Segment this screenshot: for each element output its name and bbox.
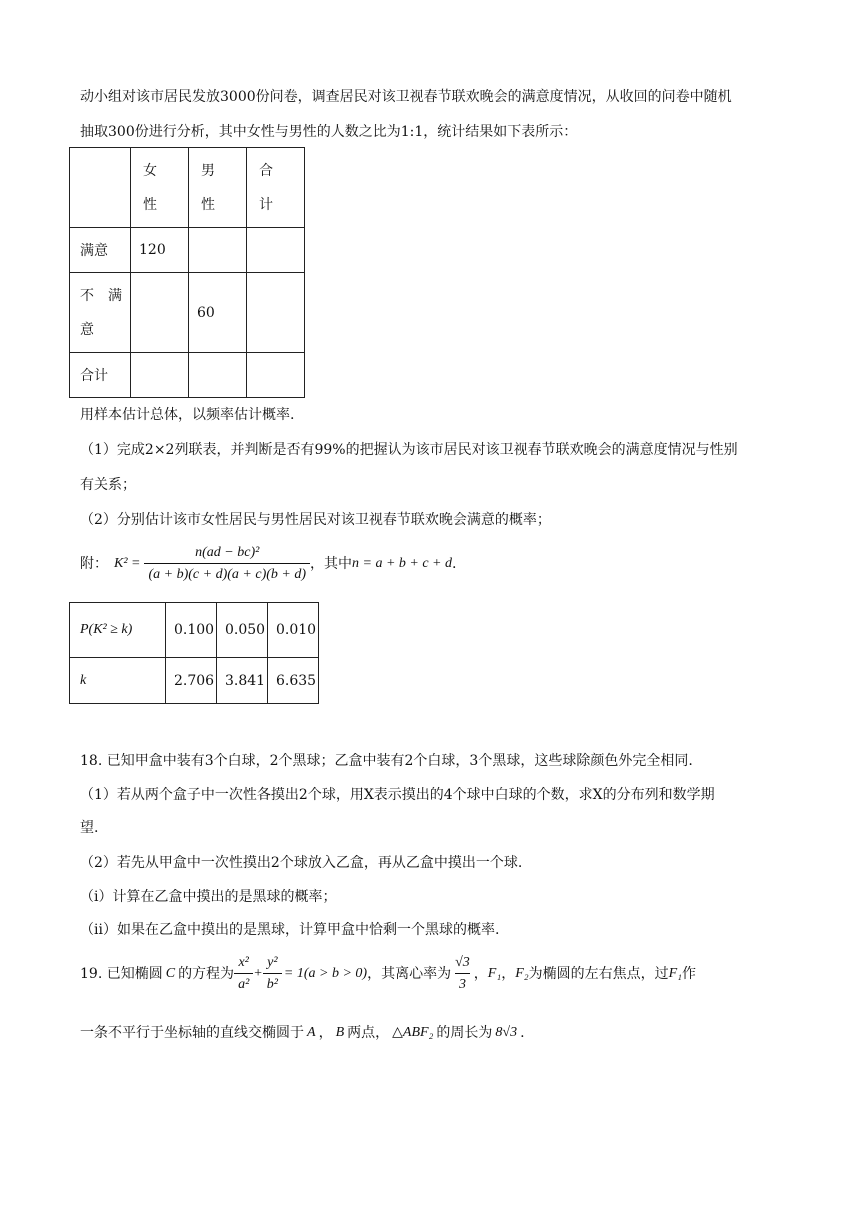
survey-header-total [247, 148, 305, 228]
formula-denominator: (a + b)(c + d)(a + c)(b + d) [144, 563, 310, 586]
row-label: 满意 [70, 228, 131, 273]
q18-part1-line1: （1）若从两个盒子中一次性各摸出2个球，用X表示摸出的4个球中白球的个数，求X的分布列和数学期 [80, 787, 715, 803]
k-table-k-value: 6.635 [268, 658, 319, 704]
q18-part2-ii: （ⅱ）如果在乙盒中摸出的是黑球，计算甲盒中恰剩一个黑球的概率. [80, 922, 500, 938]
q17-part1-line1: （1）完成2×2列联表，并判断是否有99%的把握认为该市居民对该卫视春节联欢晚会的满意度情况与性别 [80, 442, 738, 458]
q18-part2: （2）若先从甲盒中一次性摸出2个球放入乙盒，再从乙盒中摸出一个球. [80, 855, 523, 871]
k-table-k-value: 3.841 [217, 658, 268, 704]
header-male-char1: 男 [201, 162, 215, 179]
q19-point-a: A [307, 1025, 316, 1040]
q19-frac-y [263, 953, 282, 996]
q19-eccentricity [451, 953, 474, 996]
q19-text-a: 19. 已知椭圆 [80, 966, 163, 982]
k-table-k-label: k [70, 658, 166, 704]
q19-x2: x² [238, 954, 249, 970]
after-table-text: 用样本估计总体，以频率估计概率. [80, 407, 295, 423]
q19-text-c: ，其离心率为 [367, 966, 452, 982]
row-label-line1: 不 满 [80, 287, 122, 304]
header-total-char2: 计 [259, 196, 273, 213]
formula-lhs: K² = [114, 556, 141, 571]
q19-line1 [80, 951, 696, 997]
survey-row-total [70, 353, 305, 398]
formula-end: . [452, 556, 457, 572]
formula-numerator: n(ad − bc)² [195, 544, 260, 560]
q19-text-e: 为椭圆的左右焦点，过 [528, 966, 669, 982]
header-male-char2: 性 [201, 196, 215, 213]
formula-prefix: 附： [80, 556, 108, 572]
q17-part2: （2）分别估计该市女性居民与男性居民对该卫视春节联欢晚会满意的概率； [80, 512, 551, 528]
q19-sep: ， [318, 1025, 333, 1041]
q17-part1-line2: 有关系； [80, 477, 136, 493]
q19-c-symbol: C [165, 966, 176, 981]
chi-square-formula [80, 541, 456, 587]
k-table-row-k [70, 658, 319, 704]
q19-line2-a: 一条不平行于坐标轴的直线交椭圆于 [80, 1025, 304, 1041]
q19-triangle: △ABF₂ [392, 1025, 434, 1040]
q19-line2-c: 的周长为 [436, 1025, 493, 1041]
q18-part2-i: （ⅰ）计算在乙盒中摸出的是黑球的概率； [80, 889, 337, 905]
q19-b2: b² [263, 973, 282, 996]
formula-fraction [144, 543, 310, 586]
q19-a2: a² [234, 973, 253, 996]
survey-row-unsatisfied [70, 273, 305, 353]
cell-male [189, 228, 247, 273]
formula-n-def: n = a + b + c + d [352, 556, 453, 571]
q19-f2: F₂ [515, 966, 529, 981]
q19-comma: ， [501, 966, 516, 982]
q19-perimeter: 8√3 [495, 1025, 518, 1040]
cell-male: 60 [189, 273, 247, 353]
q19-line2 [80, 1023, 525, 1043]
q19-line2-b: 两点， [347, 1025, 390, 1041]
q19-y2: y² [267, 954, 278, 970]
formula-suffix: ，其中 [310, 556, 352, 572]
survey-corner-cell [70, 148, 131, 228]
k-table-k-value: 2.706 [166, 658, 217, 704]
intro-line-1: 动小组对该市居民发放3000份问卷，调查居民对该卫视春节联欢晚会的满意度情况，从收回的问卷中随机 [80, 89, 732, 105]
q18-stem: 18. 已知甲盒中装有3个白球，2个黑球；乙盒中装有2个白球，3个黑球，这些球除颜色外完全相同. [80, 753, 693, 769]
k-table-prob-value: 0.100 [166, 603, 217, 658]
survey-header-row [70, 148, 305, 228]
q19-text-f: 作 [682, 966, 697, 982]
q19-sqrt3: √3 [455, 954, 470, 970]
q19-text-b: 的方程为 [178, 966, 235, 982]
q19-three: 3 [455, 973, 470, 996]
row-label: 合计 [70, 353, 131, 398]
q19-eq: = 1(a > b > 0) [283, 966, 368, 981]
survey-table [69, 147, 305, 398]
k-table-row-prob [70, 603, 319, 658]
k-table-prob-value: 0.010 [268, 603, 319, 658]
header-female-char1: 女 [143, 162, 157, 179]
q19-line2-d: . [520, 1025, 525, 1041]
cell-total [247, 273, 305, 353]
q19-f1: F₁ [487, 966, 502, 981]
cell-male [189, 353, 247, 398]
header-total-char1: 合 [259, 162, 273, 179]
q19-frac-x [234, 953, 253, 996]
row-label-line2: 意 [80, 321, 94, 338]
cell-female [131, 273, 189, 353]
survey-header-male [189, 148, 247, 228]
k-table-prob-label: P(K² ≥ k) [70, 603, 166, 658]
q19-text-d: ， [473, 966, 488, 982]
survey-header-female [131, 148, 189, 228]
row-label [70, 273, 131, 353]
cell-total [247, 353, 305, 398]
q18-part1-line2: 望. [80, 820, 99, 836]
intro-line-2: 抽取300份进行分析，其中女性与男性的人数之比为1:1，统计结果如下表所示： [80, 124, 578, 140]
k-table-prob-value: 0.050 [217, 603, 268, 658]
q19-point-b: B [335, 1025, 345, 1040]
q19-plus: + [253, 966, 263, 981]
cell-female: 120 [131, 228, 189, 273]
cell-total [247, 228, 305, 273]
cell-female [131, 353, 189, 398]
q19-f1b: F₁ [668, 966, 683, 981]
header-female-char2: 性 [143, 196, 157, 213]
k-value-table [69, 602, 319, 704]
survey-row-satisfied [70, 228, 305, 273]
